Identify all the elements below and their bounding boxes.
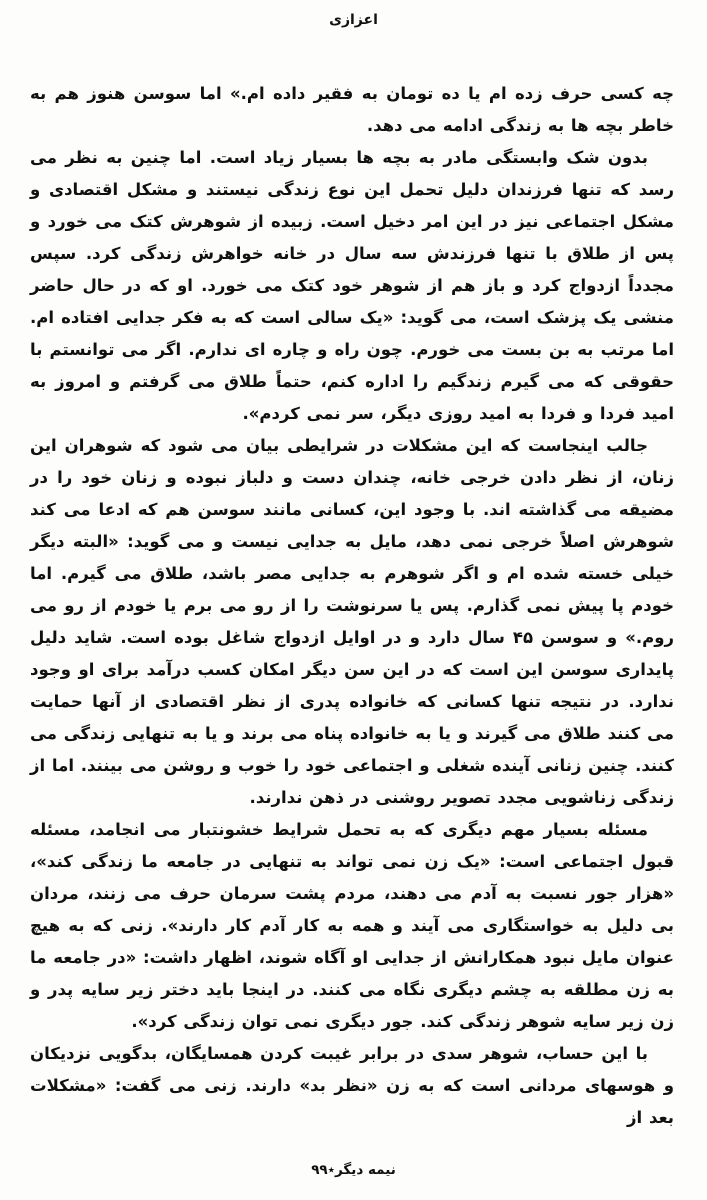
running-header-author: اعزازی (329, 12, 378, 28)
footer-journal-page-number: نیمه دیگر٭۹۹ (311, 1162, 396, 1178)
paragraph-social-acceptance: مسئله بسیار مهم دیگری که به تحمل شرایط خشونتبار می انجامد، مسئله قبول اجتماعی است: «یک زن نمی تواند به تنهایی در جامعه ما زندگی کند»، «هزار جور نسبت به آدم می دهند، مردم پشت سرمان حرف می زنند، مردان بی دلیل به خواستگاری می آیند و همه به کار آدم کار دارند». زنی که به هیچ عنوان مایل نبود همکارانش از جدایی او آگاه شوند، اظهار داشت: «در جامعه ما به زن مطلقه به چشم دیگری نگاه می کنند. در اینجا باید دختر زیر سایه پدر و زن زیر سایه شوهر زندگی کند. جور دیگری نمی توان زندگی کرد». (30, 820, 674, 1031)
paragraph-husband-as-shield: با این حساب، شوهر سدی در برابر غیبت کردن همسایگان، بدگویی نزدیکان و هوسهای مردانی است که به زن «نظر بد» دارند. زنی می گفت: «مشکلات بعد از (30, 1044, 674, 1127)
paragraph-husbands-stinginess: جالب اینجاست که این مشکلات در شرایطی بیان می شود که شوهران این زنان، از نظر دادن خرجی خانه، چندان دست و دلباز نبوده و زنان خود را در مضیقه می گذاشته اند. با وجود این، کسانی مانند سوسن هم که ادعا می کند شوهرش اصلاً خرجی نمی دهد، مایل به جدایی نیست و می گوید: «البته دیگر خیلی خسته شده ام و اگر شوهرم به جدایی مصر باشد، طلاق می گیرم. اما خودم پا پیش نمی گذارم. پس یا سرنوشت را از رو می برم یا خودم از رو می روم.» و سوسن ۴۵ سال دارد و در اوایل ازدواج شاغل بوده است. شاید دلیل پایداری سوسن این است که در این سن دیگر امکان کسب درآمد برای او وجود ندارد. در نتیجه تنها کسانی که خانواده پدری از نظر اقتصادی از آنها حمایت می کنند طلاق می گیرند و یا به خانواده پناه می برند و یا به تنهایی زندگی می کنند. چنین زنانی آینده شغلی و اجتماعی خود را خوب و روشن می بینند. اما از زندگی زناشویی مجدد تصویر روشنی در ذهن ندارند. (30, 436, 674, 807)
paragraph-continuation: چه کسی حرف زده ام یا ده تومان به فقیر داده ام.» اما سوسن هنوز هم به خاطر بچه ها به زندگی ادامه می دهد. (30, 84, 674, 135)
document-body (30, 78, 674, 1134)
paragraph-mother-dependence: بدون شک وابستگی مادر به بچه ها بسیار زیاد است. اما چنین به نظر می رسد که تنها فرزندان دلیل تحمل این نوع زندگی نیستند و مشکل اقتصادی و مشکل اجتماعی نیز در این امر دخیل است. زبیده از شوهرش کتک می خورد و پس از طلاق با تنها فرزندش سه سال در خانه خواهرش زندگی کرد. سپس مجدداً ازدواج کرد و باز هم از شوهر خود کتک می خورد. او که در حال حاضر منشی یک پزشک است، می گوید: «یک سالی است که به فکر جدایی افتاده ام. اما مرتب به بن بست می خورم. چون راه و چاره ای ندارم. اگر می توانستم با حقوقی که می گیرم زندگیم را اداره کنم، حتماً طلاق می گرفتم و امروز به امید فردا و فردا به امید روزی دیگر، سر نمی کردم». (30, 148, 674, 423)
